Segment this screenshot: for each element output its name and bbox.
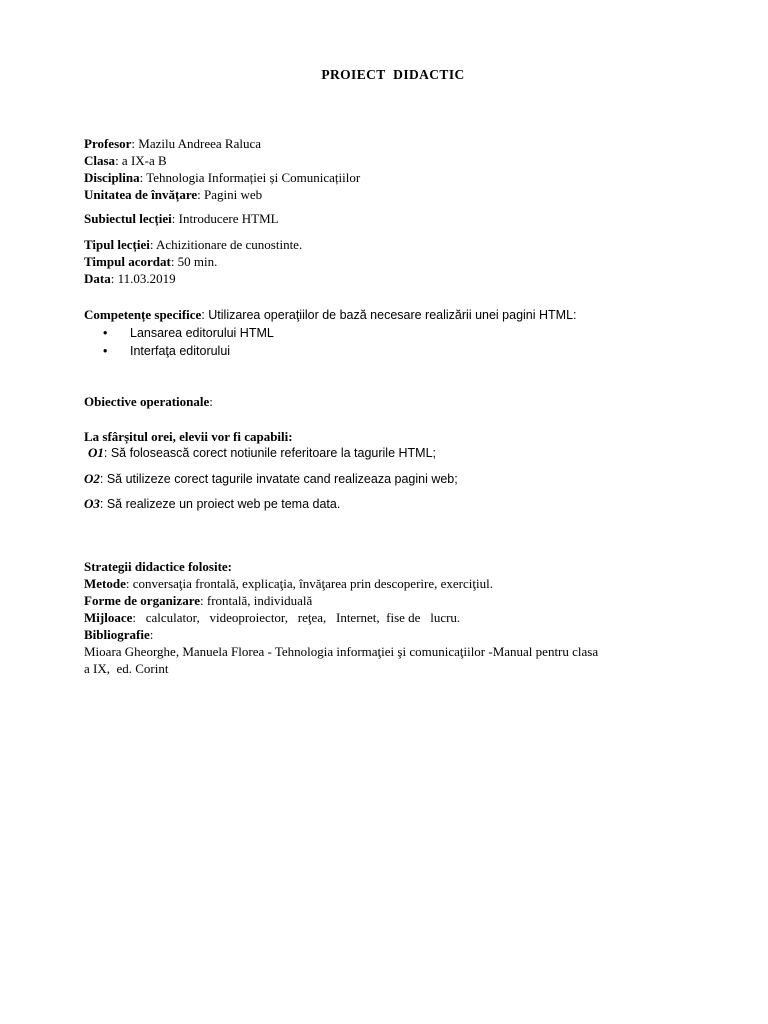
document-title: PROIECT DIDACTIC [321, 67, 465, 82]
field-value: : a IX-a B [115, 153, 167, 168]
forms-value: : frontală, individuală [200, 593, 313, 608]
means-value: : calculator, videoproiector, reţea, Internet, fise de lucru. [132, 610, 461, 625]
field-label: Tipul lecției [84, 237, 150, 252]
competence-item [103, 325, 274, 341]
bibliography-heading [84, 627, 153, 643]
competences-label: Competențe specifice [84, 307, 202, 322]
field-clasa [84, 153, 167, 169]
methods-label: Metode [84, 576, 126, 591]
bibliography-line-2: a IX, ed. Corint [84, 661, 169, 676]
means-line [84, 610, 460, 626]
field-data [84, 271, 176, 287]
field-disciplina [84, 170, 360, 186]
bullet-icon: • [103, 326, 108, 340]
field-label: Data [84, 271, 111, 286]
bibliography-label: Bibliografie [84, 627, 150, 642]
objectives-intro: La sfârșitul orei, elevii vor fi capabili: [84, 429, 293, 444]
bibliography-suffix: : [149, 627, 154, 642]
field-label: Profesor [84, 136, 132, 151]
objective-code: O2 [84, 471, 100, 486]
field-value: : 50 min. [170, 254, 218, 269]
objectives-heading [84, 394, 213, 410]
strategies-heading: Strategii didactice folosite: [84, 559, 233, 574]
field-timpul [84, 254, 217, 270]
objectives-label: Obiective operationale [84, 394, 210, 409]
field-value: : 11.03.2019 [110, 271, 176, 286]
objective-o3 [84, 496, 340, 512]
field-profesor [84, 136, 261, 152]
competences-value: : Utilizarea operaţiilor de bază necesare realizării unei pagini HTML: [201, 308, 577, 322]
field-value: : Achizitionare de cunostinte. [149, 237, 303, 252]
objective-text: : Să realizeze un proiect web pe tema data. [99, 497, 341, 511]
bibliography-line-1: Mioara Gheorghe, Manuela Florea - Tehnologia informaţiei şi comunicaţiilor -Manual pentru clasa [84, 644, 599, 659]
competence-item-text: Lansarea editorului HTML [130, 326, 274, 340]
objective-o1 [88, 445, 436, 461]
objective-text: : Să utilizeze corect tagurile invatate cand realizeaza pagini web; [99, 472, 458, 486]
objective-o2 [84, 471, 458, 487]
field-value: : Introducere HTML [171, 211, 279, 226]
competence-item [103, 343, 230, 359]
field-tipul [84, 237, 302, 253]
field-label: Unitatea de învățare [84, 187, 198, 202]
forms-line [84, 593, 312, 609]
field-label: Subiectul lecției [84, 211, 172, 226]
field-label: Clasa [84, 153, 116, 168]
field-value: : Pagini web [197, 187, 263, 202]
forms-label: Forme de organizare [84, 593, 200, 608]
objective-text: : Să folosească corect notiunile referitoare la tagurile HTML; [103, 446, 436, 460]
objective-code: O3 [84, 496, 100, 511]
field-value: : Mazilu Andreea Raluca [131, 136, 261, 151]
field-value: : Tehnologia Informației și Comunicațiilor [139, 170, 361, 185]
bullet-icon: • [103, 344, 108, 358]
field-unitatea [84, 187, 262, 203]
objective-code: O1 [88, 445, 104, 460]
objectives-suffix: : [209, 394, 213, 409]
competence-item-text: Interfaţa editorului [130, 344, 231, 358]
methods-value: : conversaţia frontală, explicaţia, învăţarea prin descoperire, exerciţiul. [125, 576, 493, 591]
competences-line [84, 307, 577, 323]
field-label: Disciplina [84, 170, 140, 185]
means-label: Mijloace [84, 610, 133, 625]
methods-line [84, 576, 493, 592]
field-subiectul [84, 211, 279, 227]
field-label: Timpul acordat [84, 254, 171, 269]
